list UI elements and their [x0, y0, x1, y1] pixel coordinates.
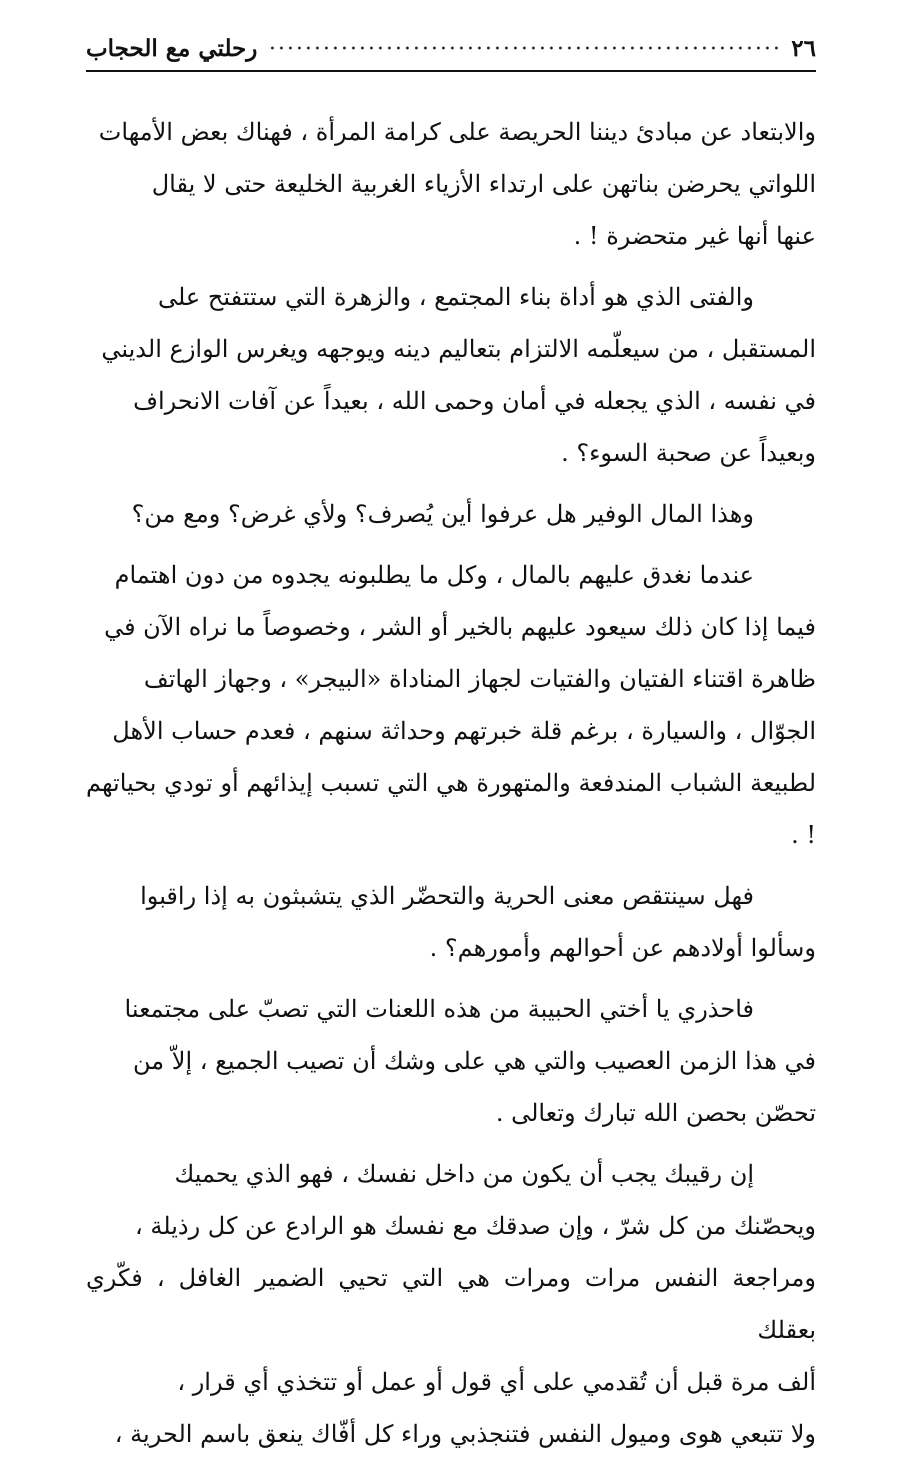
text-line: فاحذري يا أختي الحبيبة من هذه اللعنات التي تصبّ على مجتمعنا: [124, 995, 754, 1023]
text-line: فيما إذا كان ذلك سيعود عليهم بالخير أو الشر ، وخصوصاً ما نراه الآن في: [104, 613, 816, 641]
text-line: ولا تتبعي هوى وميول النفس فتنجذبي وراء كل أفّاك ينعق باسم الحرية ،: [114, 1420, 816, 1448]
paragraph-4: [86, 549, 816, 861]
text-line: عنها أنها غير متحضرة ! .: [573, 222, 816, 250]
text-line: فهل سينتقص معنى الحرية والتحضّر الذي يتشبثون به إذا راقبوا: [140, 882, 754, 910]
body-text: [86, 106, 816, 1469]
text-line: والفتى الذي هو أداة بناء المجتمع ، والزهرة التي ستتفتح على: [157, 283, 754, 311]
text-line: الجوّال ، والسيارة ، برغم قلة خبرتهم وحداثة سنهم ، فعدم حساب الأهل: [112, 717, 816, 745]
page-number: ٢٦: [791, 34, 816, 62]
text-line: إن رقيبك يجب أن يكون من داخل نفسك ، فهو الذي يحميك: [174, 1160, 754, 1188]
text-line: المستقبل ، من سيعلّمه الالتزام بتعاليم دينه ويوجهه ويغرس الوازع الديني: [101, 335, 816, 363]
paragraph-5: [86, 870, 816, 974]
text-line: ألف مرة قبل أن تُقدمي على أي قول أو عمل أو تتخذي أي قرار ،: [177, 1368, 816, 1396]
text-line: في هذا الزمن العصيب والتي هي على وشك أن تصيب الجميع ، إلاّ من: [133, 1047, 816, 1075]
text-line: والابتعاد عن مبادئ ديننا الحريصة على كرامة المرأة ، فهناك بعض الأمهات: [98, 118, 816, 146]
text-line: في نفسه ، الذي يجعله في أمان وحمى الله ، بعيداً عن آفات الانحراف: [133, 387, 816, 415]
text-line: ظاهرة اقتناء الفتيان والفتيات لجهاز المناداة «البيجر» ، وجهاز الهاتف: [143, 665, 816, 693]
text-line: وسألوا أولادهم عن أحوالهم وأمورهم؟ .: [429, 934, 816, 962]
running-header: [86, 28, 816, 68]
paragraph-1: [86, 106, 816, 262]
paragraph-3: [86, 488, 816, 540]
paragraph-6: [86, 983, 816, 1139]
text-line: عندما نغدق عليهم بالمال ، وكل ما يطلبونه يجدوه من دون اهتمام: [114, 561, 754, 589]
text-line: اللواتي يحرضن بناتهن على ارتداء الأزياء الغربية الخليعة حتى لا يقال: [151, 170, 816, 198]
text-line: تحصّن بحصن الله تبارك وتعالى .: [495, 1099, 816, 1127]
paragraph-7: [86, 1148, 816, 1460]
header-dot-leader: [267, 45, 781, 51]
text-line: لطبيعة الشباب المندفعة والمتهورة هي التي تسبب إيذائهم أو تودي بحياتهم ! .: [86, 769, 816, 849]
paragraph-2: [86, 271, 816, 479]
header-rule: [86, 70, 816, 72]
text-line: وهذا المال الوفير هل عرفوا أين يُصرف؟ ولأي غرض؟ ومع من؟: [131, 500, 754, 528]
text-line: ومراجعة النفس مرات ومرات هي التي تحيي الضمير الغافل ، فكّري بعقلك: [86, 1264, 816, 1344]
text-line: ويحصّنك من كل شرّ ، وإن صدقك مع نفسك هو الرادع عن كل رذيلة ،: [135, 1212, 816, 1240]
text-line: وبعيداً عن صحبة السوء؟ .: [561, 439, 816, 467]
running-title: رحلتي مع الحجاب: [86, 34, 258, 62]
